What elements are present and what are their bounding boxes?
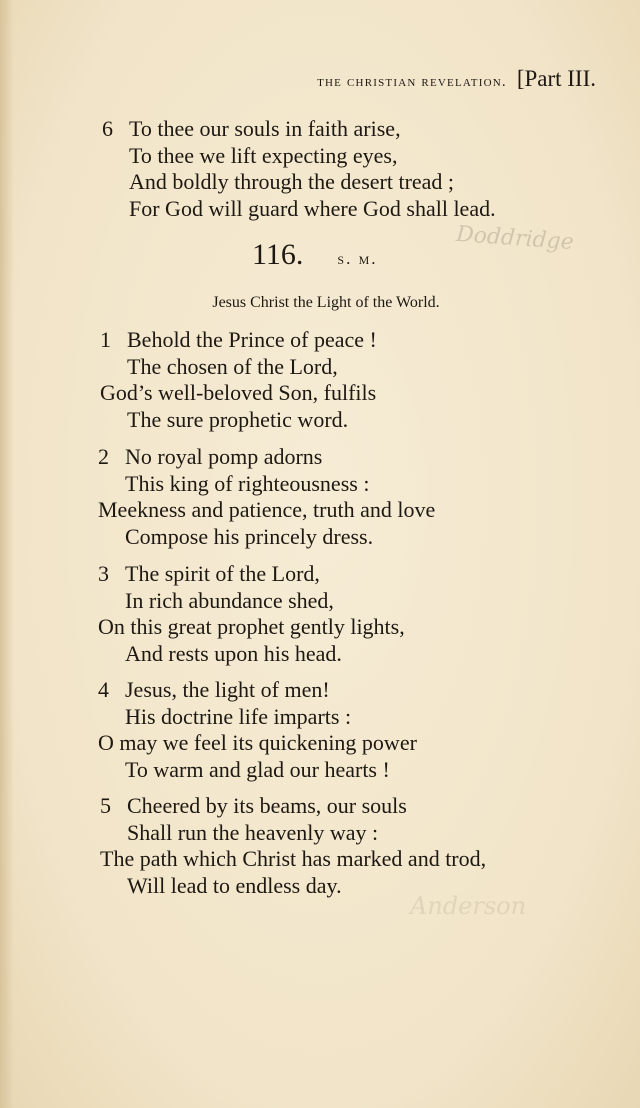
verse-number: 1 [100, 327, 111, 352]
page-gutter-shadow [0, 0, 14, 1108]
hymn-title: Jesus Christ the Light of the World. [212, 294, 440, 311]
verse-line: No royal pomp adorns [125, 444, 323, 469]
verse-line: His doctrine life imparts : [125, 703, 352, 729]
verse-3 [98, 561, 405, 667]
verse-line: Cheered by its beams, our souls [127, 793, 407, 818]
verse-number: 4 [98, 677, 109, 702]
verse-number: 3 [98, 561, 109, 586]
verse-line: And boldly through the desert tread ; [129, 169, 455, 194]
verse-line: The sure prophetic word. [127, 406, 349, 432]
verse-line: God’s well-beloved Son, fulfils [100, 380, 377, 405]
verse-2 [98, 444, 435, 550]
verse-line: This king of righteousness : [125, 470, 370, 496]
verse-line: O may we feel its quickening power [98, 730, 417, 755]
hymn-heading [252, 238, 377, 272]
verse-line: To thee our souls in faith arise, [129, 116, 401, 141]
verse-number: 6 [102, 116, 113, 141]
running-title: the christian revelation. [317, 74, 507, 90]
running-head [317, 66, 596, 92]
verse-number: 5 [100, 793, 111, 818]
running-part: [Part III. [516, 66, 596, 91]
verse-line: To thee we lift expecting eyes, [129, 142, 398, 168]
verse-5 [100, 793, 486, 899]
verse-line: On this great prophet gently lights, [98, 614, 405, 639]
verse-line: Meekness and patience, truth and love [98, 497, 436, 522]
verse-line: The spirit of the Lord, [125, 561, 320, 586]
verse-1 [100, 327, 377, 433]
verse-number: 2 [98, 444, 109, 469]
verse-line: In rich abundance shed, [125, 587, 334, 613]
verse-line: Will lead to endless day. [127, 872, 342, 898]
previous-verse [102, 116, 496, 222]
verse-line: For God will guard where God shall lead. [129, 195, 496, 221]
pencil-annotation: Doddridge [455, 221, 575, 256]
verse-line: The path which Christ has marked and trod, [100, 846, 487, 871]
verse-line: And rests upon his head. [125, 640, 342, 666]
verse-line: Shall run the heavenly way : [127, 819, 379, 845]
verse-4 [98, 677, 417, 783]
verse-line: Jesus, the light of men! [125, 677, 330, 702]
hymn-number: 116. [252, 238, 304, 271]
verse-line: Compose his princely dress. [125, 523, 374, 549]
hymn-meter: s. m. [337, 249, 378, 268]
verse-line: Behold the Prince of peace ! [127, 327, 377, 352]
verse-line: To warm and glad our hearts ! [125, 756, 390, 782]
verse-line: The chosen of the Lord, [127, 353, 338, 379]
pencil-annotation: Anderson [410, 892, 527, 920]
